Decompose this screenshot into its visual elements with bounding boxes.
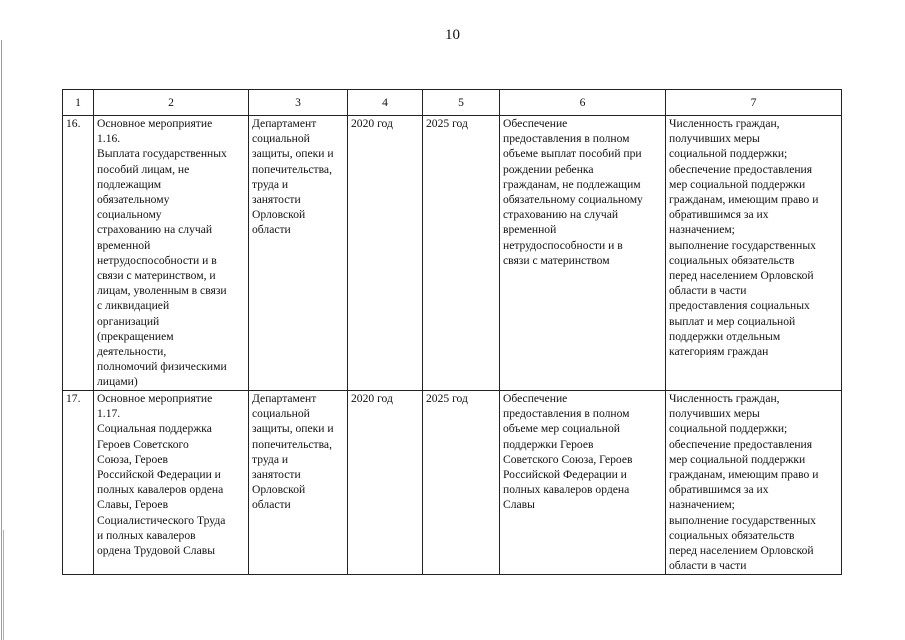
cell-text-line: 1.17. [97,407,121,421]
cell-text-line: социальной [252,132,310,146]
indicators-cell [666,116,842,391]
scan-edge-line [3,530,4,640]
cell-text-line: перед населением Орловской [669,269,814,283]
column-header: 1 [63,90,94,116]
header-row [63,90,842,116]
cell-text-line: попечительства, [252,162,332,176]
cell-text-line: перед населением Орловской [669,544,814,558]
cell-text-line: социальной поддержки; [669,422,788,436]
cell-text-line: мер социальной поддержки [669,177,806,191]
expected-result-cell [500,391,666,575]
cell-text-line: Социальная поддержка [97,422,212,436]
cell-text-line: назначением; [669,223,735,237]
cell-text-line: области [252,498,291,512]
table-row [63,391,842,575]
cell-text-line: и полных кавалеров [97,528,196,542]
cell-text-line: Департамент [252,392,317,405]
cell-text-line: обеспечение предоставления [669,437,813,451]
cell-text-line: обратившимся за их [669,483,769,497]
cell-text-line: гражданам, имеющим право и [669,193,819,207]
cell-text-line: объеме выплат пособий при [503,147,642,161]
cell-text-line: полномочий физическими [97,360,227,374]
cell-text-line: связи с материнством, и [97,269,216,283]
cell-text-line: ордена Трудовой Славы [97,544,216,558]
program-measures-table [62,89,842,575]
cell-text-line: Героев Советского [97,437,189,451]
cell-text-line: предоставления в полном [503,132,630,146]
cell-text-line: занятости [252,468,301,482]
cell-text-line: социальных обязательств [669,528,795,542]
cell-text-line: Основное мероприятие [97,117,213,130]
cell-text-line: защиты, опеки и [252,422,334,436]
row-number: 17. [63,391,94,575]
cell-text-line: Российской Федерации и [503,468,627,482]
scan-edge-line [1,40,2,640]
cell-text-line: гражданам, не подлежащим [503,177,641,191]
column-header: 6 [500,90,666,116]
cell-text-line: назначением; [669,498,735,512]
cell-text-line: Департамент [252,117,317,130]
cell-text-line: области в части [669,284,747,298]
cell-text-line: Социалистического Труда [97,513,226,527]
cell-text-line: обеспечение предоставления [669,162,813,176]
cell-text-line: 2020 год [351,117,393,130]
end-year-cell [423,391,500,575]
indicators-cell [666,391,842,575]
table-row [63,116,842,391]
cell-text-line: нетрудоспособности и в [97,253,217,267]
cell-text-line: нетрудоспособности и в [503,238,623,252]
cell-text-line: лицами) [97,375,138,389]
cell-text-line: Численность граждан, [669,392,780,405]
cell-text-line: мер социальной поддержки [669,452,806,466]
cell-text-line: Славы [503,498,535,512]
cell-text-line: организаций [97,314,160,328]
expected-result-cell [500,116,666,391]
cell-text-line: полных кавалеров ордена [503,483,630,497]
end-year-cell [423,116,500,391]
cell-text-line: 2025 год [426,117,468,130]
cell-text-line: 2020 год [351,392,393,405]
cell-text-line: Орловской [252,483,306,497]
cell-text-line: связи с материнством [503,253,610,267]
cell-text-line: Советского Союза, Героев [503,452,633,466]
cell-text-line: попечительства, [252,437,332,451]
start-year-cell [348,116,423,391]
cell-text-line: области в части [669,559,747,573]
column-header: 7 [666,90,842,116]
cell-text-line: рождении ребенка [503,162,594,176]
column-header: 4 [348,90,423,116]
column-header: 2 [94,90,249,116]
cell-text-line: 1.16. [97,132,121,146]
measure-name-cell [94,116,249,391]
cell-text-line: подлежащим [97,177,162,191]
cell-text-line: социальной [252,407,310,421]
cell-text-line: Численность граждан, [669,117,780,130]
cell-text-line: Российской Федерации и [97,468,221,482]
cell-text-line: деятельности, [97,345,167,359]
cell-text-line: труда и [252,452,289,466]
cell-text-line: выполнение государственных [669,513,816,527]
responsible-executor-cell [249,116,348,391]
cell-text-line: социальных обязательств [669,253,795,267]
cell-text-line: получивших меры [669,407,760,421]
cell-text-line: полных кавалеров ордена [97,483,224,497]
cell-text-line: выплат и мер социальной [669,314,796,328]
cell-text-line: обязательному [97,193,170,207]
cell-text-line: страхованию на случай [97,223,213,237]
cell-text-line: предоставления в полном [503,407,630,421]
cell-text-line: Обеспечение [503,392,568,405]
cell-text-line: 2025 год [426,392,468,405]
responsible-executor-cell [249,391,348,575]
cell-text-line: Обеспечение [503,117,568,130]
row-number: 16. [63,116,94,391]
cell-text-line: гражданам, имеющим право и [669,468,819,482]
cell-text-line: (прекращением [97,329,174,343]
column-header: 3 [249,90,348,116]
measure-name-cell [94,391,249,575]
cell-text-line: поддержки Героев [503,437,594,451]
cell-text-line: области [252,223,291,237]
cell-text-line: Союза, Героев [97,452,169,466]
cell-text-line: категориям граждан [669,345,769,359]
cell-text-line: пособий лицам, не [97,162,190,176]
cell-text-line: лицам, уволенным в связи [97,284,227,298]
cell-text-line: объеме мер социальной [503,422,620,436]
cell-text-line: защиты, опеки и [252,147,334,161]
cell-text-line: Орловской [252,208,306,222]
cell-text-line: временной [503,223,557,237]
column-header: 5 [423,90,500,116]
cell-text-line: социальному [97,208,162,222]
start-year-cell [348,391,423,575]
cell-text-line: Выплата государственных [97,147,227,161]
cell-text-line: страхованию на случай [503,208,619,222]
page-number: 10 [445,27,460,43]
cell-text-line: предоставления социальных [669,299,810,313]
cell-text-line: Славы, Героев [97,498,169,512]
cell-text-line: труда и [252,177,289,191]
cell-text-line: поддержки отдельным [669,329,781,343]
cell-text-line: Основное мероприятие [97,392,213,405]
cell-text-line: временной [97,238,151,252]
cell-text-line: выполнение государственных [669,238,816,252]
cell-text-line: получивших меры [669,132,760,146]
cell-text-line: занятости [252,193,301,207]
cell-text-line: с ликвидацией [97,299,170,313]
cell-text-line: обратившимся за их [669,208,769,222]
cell-text-line: социальной поддержки; [669,147,788,161]
cell-text-line: обязательному социальному [503,193,643,207]
